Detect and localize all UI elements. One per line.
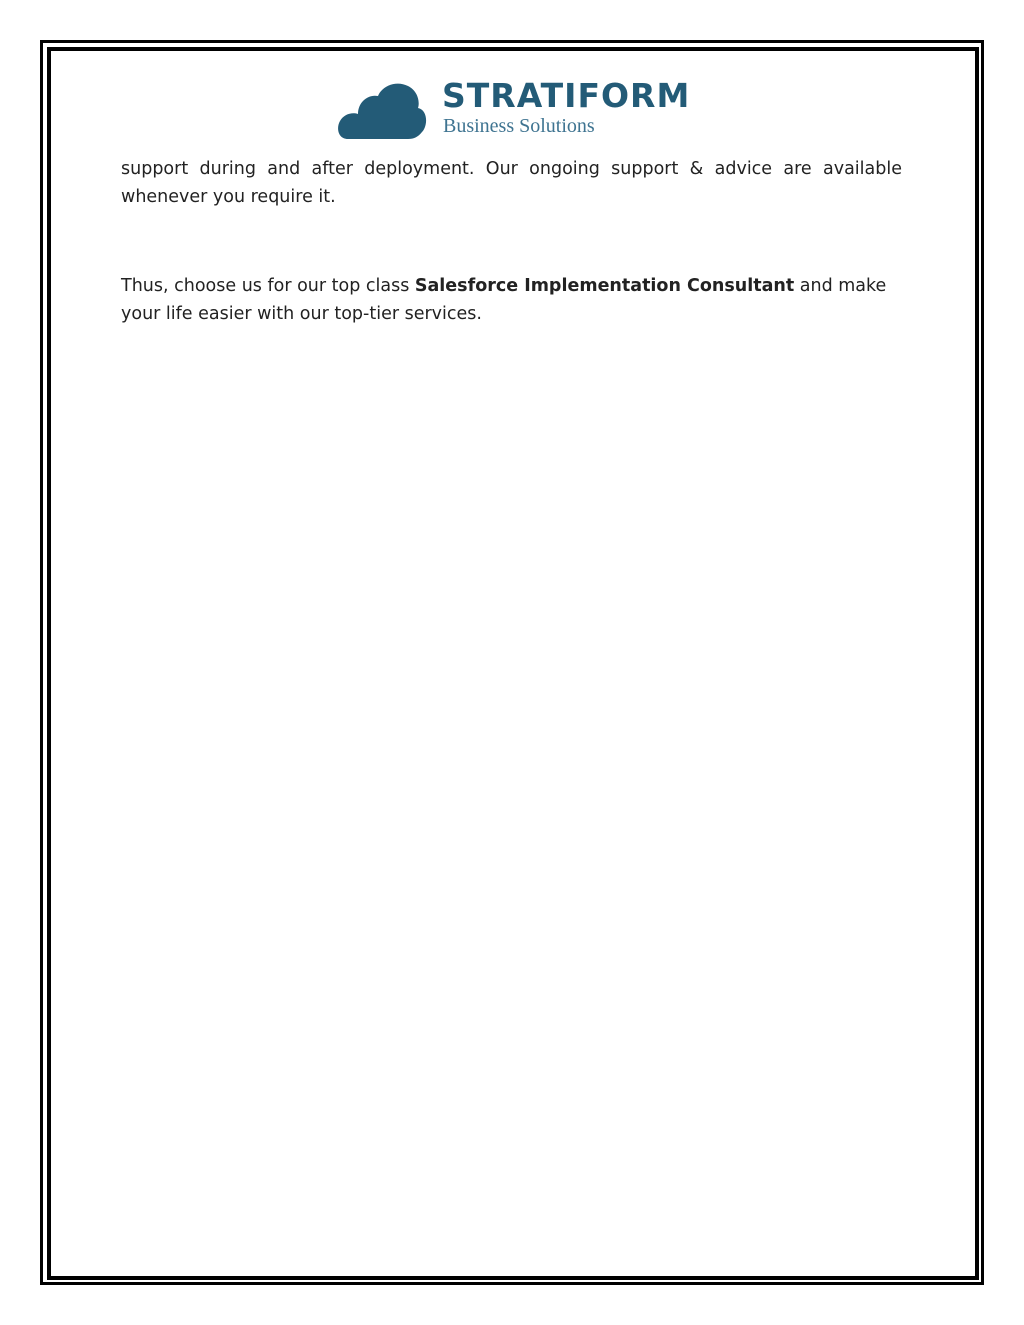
paragraph-conclusion-end: and make your life easier with our top-tier services. — [121, 276, 887, 324]
paragraph-conclusion — [121, 272, 902, 328]
paragraph-support: support during and after deployment. Our ongoing support & advice are available whenever you require it. — [121, 159, 902, 207]
logo-tagline: Business Solutions — [443, 115, 595, 137]
page-border-inner — [47, 47, 979, 1280]
logo-brand-name: STRATIFORM — [442, 76, 691, 115]
company-logo — [336, 78, 696, 142]
cloud-icon — [336, 78, 436, 142]
paragraph-conclusion-start: Thus, choose us for our top class — [121, 276, 415, 296]
highlighted-service-name: Salesforce Implementation Consultant — [414, 276, 795, 296]
